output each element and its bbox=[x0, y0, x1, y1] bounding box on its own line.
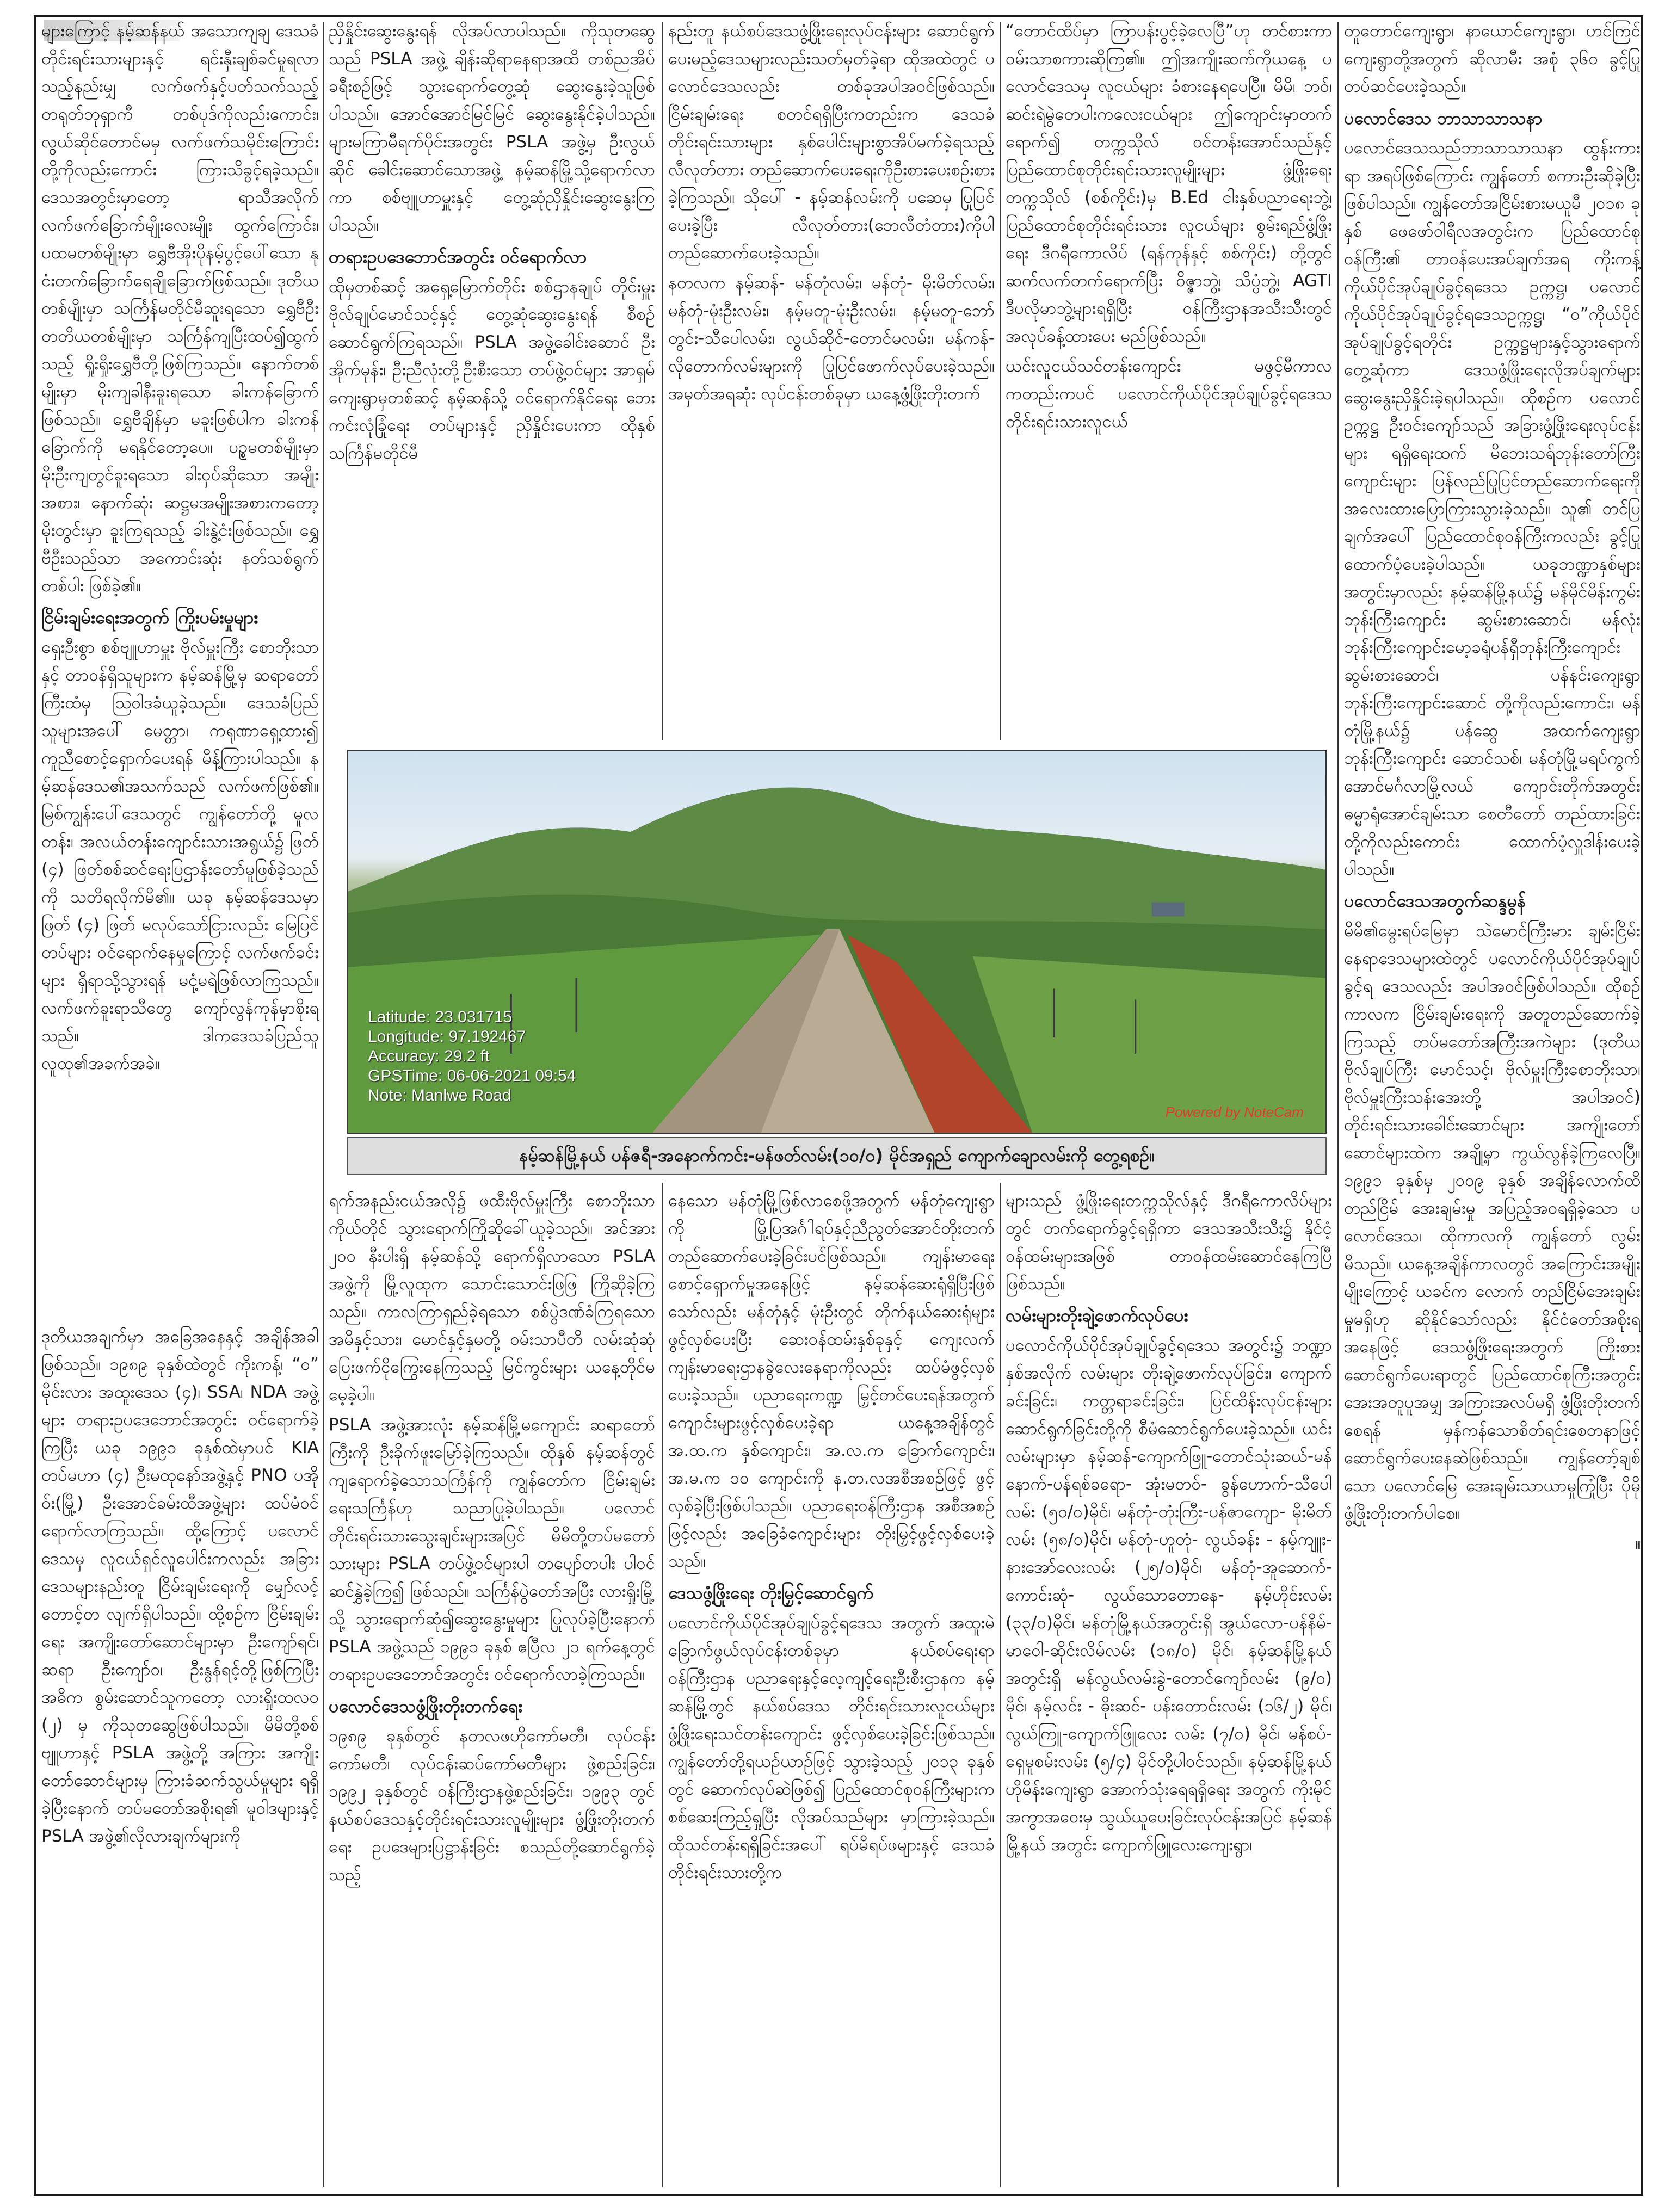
gps-note: Note: Manlwe Road bbox=[368, 1086, 511, 1104]
app-watermark: Powered by NoteCam bbox=[1165, 1104, 1304, 1120]
section-heading: တရားဥပဒေဘောင်အတွင်း ဝင်ရောက်လာ bbox=[329, 246, 587, 267]
paragraph: ရက်အနည်းငယ်အလို၌ ဖထီးဗိုလ်မှူးကြီး စောဘိုးသာကိုယ်တိုင် သွားရောက်ကြိုဆိုခေါ်ယူခဲ့သည်။ အင်အား ၂၀၀ နီးပါးရှိ နမ့်ဆန်သို့ ရောက်ရှိလာသော PSLA အဖွဲ့ကို မြို့လူထုက သောင်းသောင်းဖြဖြ ကြိုဆိုခဲ့ကြသည်။ ကာလကြာရှည်ခဲ့ရသော စစ်ပွဲဒဏ်ခံကြရသော အမိနှင့်သား၊ မောင်နှင့်နှမတို့ ဝမ်းသာပီတိ လမ်းဆုံဆုံ ပြေးဖက်ငိုကြွေးနေကြသည့် မြင်ကွင်းများ ယနေ့တိုင်မမေ့ခဲ့ပါ။ bbox=[329, 1191, 655, 1405]
column-3-lower bbox=[668, 1187, 995, 2191]
column-1-lower bbox=[41, 1323, 319, 2191]
paragraph: များသည် ဖွံ့ဖြိုးရေးတက္ကသိုလ်နှင့် ဒီဂရီကောလိပ်များတွင် တက်ရောက်ခွင့်ရရှိကာ ဒေသအသီးသီး၌ နိုင်ငံ့ဝန်ထမ်းများအဖြစ် တာဝန်ထမ်းဆောင်နေကြပြီဖြစ်သည်။ bbox=[1006, 1191, 1332, 1294]
paragraph: “တောင်ထိပ်မှာ ကြာပန်းပွင့်ခဲ့လေပြီ”ဟု တင်စားကာ ဝမ်းသာစကားဆိုကြ၏။ ဤအကျိုးဆက်ကိုယနေ့ ပလောင်ဒေသမှ လူငယ်များ ခံစားနေရပေပြီ။ မိမိ၊ ဘဝ်၊ ဆင်းရဲမွဲတေပါးကလေးငယ်များ ဤကျောင်းမှာတက်ရောက်၍ တက္ကသိုလ် ဝင်တန်းအောင်သည်နှင့် ပြည်ထောင်စုတိုင်းရင်းသားလူမျိုးများ ဖွံ့ဖြိုးရေး တက္ကသိုလ် (စစ်ကိုင်း)မှ B.Ed ငါးနှစ်ပညာရေးဘွဲ့၊ ပြည်ထောင်စုတိုင်းရင်းသား လူငယ်များ စွမ်းရည်ဖွံ့ဖြိုးရေး ဒီဂရီကောလိပ် (ရန်ကုန်နှင့် စစ်ကိုင်း) တို့တွင် ဆက်လက်တက်ရောက်ပြီး ဝိဇ္ဇာဘွဲ့၊ သိပ္ပံဘွဲ့၊ AGTI ဒီပလိုမာဘွဲ့များရရှိပြီး ဝန်ကြီးဌာနအသီးသီးတွင် အလုပ်ခန့်ထားပေး မည်ဖြစ်သည်။ bbox=[1006, 21, 1332, 346]
paragraph: ယင်းလူငယ်သင်တန်းကျောင်း မဖွင့်မီကာလကတည်းကပင် ပလောင်ကိုယ်ပိုင်အုပ်ချုပ်ခွင့်ရဒေသ တိုင်းရင်းသားလူငယ် bbox=[1006, 356, 1332, 431]
column-4-lower bbox=[1006, 1187, 1332, 2191]
gps-longitude: Longitude: 97.192467 bbox=[368, 1028, 526, 1046]
paragraph: ပလောင်ဒေသသည်ဘာသာသာသနာ ထွန်းကားရာ အရပ်ဖြစ်ကြောင်း ကျွန်တော် စကားဦးဆိုခဲ့ပြီးဖြစ်ပါသည်။ ကျွန်တော်အငြိမ်းစားမယူမီ ၂၀၁၈ ခုနှစ် ဖေဖော်ဝါရီလအတွင်းက ပြည်ထောင်စုဝန်ကြီး၏ တာဝန်ပေးအပ်ချက်အရ ကိုးကန့် ကိုယ်ပိုင်အုပ်ချုပ်ခွင့်ရဒေသ ဥက္ကဋ္ဌ၊ ပလောင်ကိုယ်ပိုင်အုပ်ချုပ်ခွင့်ရဒေသဥက္ကဋ္ဌ၊ “၀”ကိုယ်ပိုင်အုပ်ချုပ်ခွင့်ရတိုင်း ဥက္ကဋ္ဌများနှင့်သွားရောက်တွေ့ဆုံကာ ဒေသဖွံ့ဖြိုးရေးလိုအပ်ချက်များ ဆွေးနွေးညှိနှိုင်းခဲ့ရပါသည်။ ထိုစဉ်က ပလောင်ဥက္ကဋ္ဌ ဦးဝင်းကျော်သည် အခြားဖွံ့ဖြိုးရေးလုပ်ငန်းများ ရရှိရေးထက် မိဘေးသရ်ဘုန်းတော်ကြီး ကျောင်းများ ပြန်လည်ပြုပြင်တည်ဆောက်ရေးကို အလေးထားပြောကြားသွားခဲ့သည်။ သူ၏ တင်ပြချက်အပေါ် ပြည်ထောင်စုဝန်ကြီးကလည်း ခွင့်ပြု ထောက်ပံ့ပေးခဲ့ပါသည်။ ယခုဘဏ္ဍာနှစ်များအတွင်းမှာလည်း နမ့်ဆန်မြို့နယ်၌ မန်မိုင်မိန်းကွမ်း ဘုန်းကြီးကျောင်း ဆွမ်းစားဆောင်၊ မန်လုံးဘုန်းကြီးကျောင်းမော့ခရုံပန်ရှီဘုန်းကြီးကျောင်း ဆွမ်းစားဆောင်၊ ပန်နင်းကျေးရွာ ဘုန်းကြီးကျောင်းဆောင် တို့ကိုလည်းကောင်း၊ မန်တုံမြို့နယ်၌ ပန်ဆွေ အထက်ကျေးရွာ ဘုန်းကြီးကျောင်း ဆောင်သစ်၊ မန်တုံမြို့မရပ်ကွက် အောင်မင်္ဂလာမြို့လယ် ကျောင်းတိုက်အတွင်း ဓမ္မာရုံအောင်ချမ်းသာ စေတီတော် တည်ထားခြင်းတို့ကိုလည်းကောင်း ထောက်ပံ့လှူဒါန်းပေးခဲ့ပါသည်။ bbox=[1344, 138, 1641, 879]
column-rule bbox=[662, 1183, 663, 2187]
gps-accuracy: Accuracy: 29.2 ft bbox=[368, 1047, 490, 1065]
gps-latitude: Latitude: 23.031715 bbox=[368, 1008, 513, 1026]
column-1-upper bbox=[41, 17, 319, 1323]
paragraph: ပလောင်ကိုယ်ပိုင်အုပ်ချုပ်ခွင့်ရဒေသ အတွင်း၌ ဘဏ္ဍာနှစ်အလိုက် လမ်းများ တိုးချဲ့ဖောက်လုပ်ခြင်း၊ ကျောက်ခင်းခြင်း၊ ကတ္တရာခင်းခြင်း၊ ပြင်ထိန်းလုပ်ငန်းများ ဆောင်ရွက်ခြင်းတို့ကို စီမံဆောင်ရွက်ပေးခဲ့သည်။ ယင်းလမ်းများမှာ နမ့်ဆန်-ကျောက်ဖြူ-တောင်သုံးဆယ်-မန်နောက်-ပန်ရစ်ခရော- အုံးမတဝ်- ခွန်ဟောက်-သီပေါလမ်း (၅၀/၀)မိုင်၊ မန်တုံ-တုံးကြီး-ပန်ဇာကျော- မိုးမိတ်လမ်း (၅၈/၀)မိုင်၊ မန်တုံ-ဟူတုံ- လွယ်ခန်း - နမ့်ကျူး-နားအော်လေးလမ်း (၂၅/၀)မိုင်၊ မန်တုံ-အူဆောက်- ကောင်းဆုံ- လွယ်သောတောနေ- နမ့်ဟိုင်းလမ်း (၃၃/၀)မိုင်၊ မန်တုံမြို့နယ်အတွင်းရှိ အွယ်လော-ပန်နိမ်-မာဝေါ-ဆိုင်းလိမ်လမ်း (၁၈/၀) မိုင်၊ နမ့်ဆန်မြို့နယ်အတွင်းရှိ မန်လွယ်လမ်းခွဲ-တောင်ကျော်လမ်း (၉/၀) မိုင်၊ နမ့်လင်း - ဓိုးဆင်- ပန်းတောင်းလမ်း (၁၆/၂) မိုင်၊ လွယ်ကြူ-ကျောက်ဖြူလေး လမ်း (၇/၀) မိုင်၊ မန်စပ်-ရှေမူစမ်းလမ်း (၅/၄) မိုင်တို့ပါဝင်သည်။ နမ့်ဆန်မြို့နယ် ဟိုမိန်းကျေးရွာ အောက်သုံးရေရရှိရေး အတွက် ကိုးမိုင်အကွာအဝေးမှ သွယ်ယူပေးခြင်းလုပ်ငန်းအပြင် နမ့်ဆန်မြို့နယ် အတွင်း ကျောက်ဖြူလေးကျေးရွာ၊ bbox=[1006, 1336, 1332, 1855]
column-rule bbox=[1000, 22, 1001, 740]
column-rule bbox=[662, 22, 663, 740]
paragraph: ပလောင်ကိုယ်ပိုင်အုပ်ချုပ်ခွင့်ရဒေသ အတွက် အထူးမဲခြောက်ဖွယ်လုပ်ငန်းတစ်ခုမှာ နယ်စပ်ရေးရာဝန်ကြီးဌာန ပညာရေးနှင့်လေ့ကျင့်ရေးဦးစီးဌာနက နမ့်ဆန်မြို့တွင် နယ်စပ်ဒေသ တိုင်းရင်းသားလူငယ်များ ဖွံ့ဖြိုးရေးသင်တန်းကျောင်း ဖွင့်လှစ်ပေးခဲ့ခြင်းဖြစ်သည်။ ကျွန်တော်တို့ရယဉ်ယာဉ်ဖြင့် သွားခဲ့သည့် ၂၀၁၃ ခုနှစ်တွင် ဆောက်လုပ်ဆဲဖြစ်၍ ပြည်ထောင်စုဝန်ကြီးများက စစ်ဆေးကြည့်ရှုပြီး လိုအပ်သည်များ မှာကြားခဲ့သည်။ ထိုသင်တန်းရရှိခြင်းအပေါ် ရပ်မိရပ်ဖများနှင့် ဒေသခံတိုင်းရင်းသားတို့က bbox=[668, 1613, 995, 1882]
photo-caption: နမ့်ဆန်မြို့နယ် ပန်ဇရီ-အနောက်ကင်း-မန်ဖတ်လမ်း(၁၀/၀) မိုင်အရှည် ကျောက်ချောလမ်းကို တွေ့ရစဉ်။ bbox=[347, 1137, 1327, 1175]
paragraph: PSLA အဖွဲ့အားလုံး နမ့်ဆန်မြို့မကျောင်း ဆရာတော်ကြီးကို ဦးခိုက်ဖူးမြော်ခဲ့ကြသည်။ ထိုနှစ် နမ့်ဆန်တွင် ကျရောက်ခဲ့သောသင်္ကြန်ကို ကျွန်တော်က ငြိမ်းချမ်းရေးသင်္ကြန်ဟု သညာပြုခဲ့ပါသည်။ ပလောင်တိုင်းရင်းသားသွေးချင်းများအပြင် မိမိတို့တပ်မတော်သားများ PSLA တပ်ဖွဲ့ဝင်များပါ တပျော်တပါး ပါဝင်ဆင်နွှဲခဲ့ကြ၍ ဖြစ်သည်။ သင်္ကြန်ပွဲတော်အပြီး လားရှိုးမြို့သို့ သွားရောက်ဆုံ၍ဆွေးနွေးမှုများ ပြုလုပ်ခဲ့ပြီးနောက် PSLA အဖွဲ့သည် ၁၉၉၁ ခုနှစ် ဧပြီလ ၂၁ ရက်နေ့တွင် တရားဥပဒေဘောင်အတွင်း ဝင်ရောက်လာခဲ့ကြသည်။ bbox=[329, 1415, 655, 1684]
column-rule bbox=[323, 22, 324, 2187]
paragraph: ရှေးဦးစွာ စစ်ဗျူဟာမှူး ဗိုလ်မှူးကြီး စောဘိုးသာနှင့် တာဝန်ရှိသူများက နမ့်ဆန်မြို့မှ ဆရာတော်ကြီးထံမှ ဩဝါဒခံယူခဲ့သည်။ ဒေသခံပြည်သူများအပေါ် မေတ္တာ၊ ကရုဏာရှေ့ထား၍ ကူညီစောင့်ရှောက်ပေးရန် မိန့်ကြားပါသည်။ နမ့်ဆန်ဒေသ၏အသက်သည် လက်ဖက်ဖြစ်၏။ မြစ်ကျွန်းပေါ်ဒေသတွင် ကျွန်တော်တို့ မူလတန်း၊ အလယ်တန်းကျောင်းသားအရွယ်၌ ဖြတ် (၄) ဖြတ်စစ်ဆင်ရေးပြဌာန်းတော်မူဖြစ်ခဲ့သည်ကို သတိရလိုက်မိ၏။ ယခု နမ့်ဆန်ဒေသမှာ ဖြတ် (၄) ဖြတ် မလုပ်သော်ငြားလည်း မြေပြင်တပ်များ ဝင်ရောက်နေမှုကြောင့် လက်ဖက်ခင်းများ ရှိရာသို့သွားရန် မငုံ့မရဲဖြစ်လာကြသည်။ လက်ဖက်ခူးရာသီတွေ ကျော်လွန်ကုန်မှာစိုးရသည်။ ဒါကဒေသခံပြည်သူ လူထု၏အခက်အခဲ။ bbox=[41, 638, 319, 1073]
section-heading: ဒေသဖွံ့ဖြိုးရေး တိုးမြှင့်ဆောင်ရွက် bbox=[668, 1583, 874, 1603]
section-heading: ပလောင်ဒေသ ဘာသာသာသနာ bbox=[1344, 108, 1543, 128]
paragraph: နေသော မန်တုံမြို့ဖြစ်လာစေဖို့အတွက် မန်တုံကျေးရွာကို မြို့ပြအင်္ဂါရပ်နှင့်ညီညွတ်အောင်တိုးတက်တည်ဆောက်ပေးခဲ့ခြင်းပင်ဖြစ်သည်။ ကျန်းမာရေးစောင့်ရှောက်မှုအနေဖြင့် နမ့်ဆန်ဆေးရုံရှိပြီးဖြစ်သော်လည်း မန်တုံနှင့် မုံးဦးတွင် တိုက်နယ်ဆေးရုံများ ဖွင့်လှစ်ပေးပြီး ဆေးဝန်ထမ်းနှစ်ခုနှင့် ကျေးလက်ကျန်းမာရေးဌာနခွဲလေးနေရာကိုလည်း ထပ်မံဖွင့်လှစ်ပေးခဲ့သည်။ ပညာရေးကဏ္ဍ မြှင့်တင်ပေးရန်အတွက် ကျောင်းများဖွင့်လှစ်ပေးခဲ့ရာ ယနေ့အချိန်တွင် အ.ထ.က နှစ်ကျောင်း၊ အ.လ.က ခြောက်ကျောင်း၊ အ.မ.က ၁၀ ကျောင်းကို န.တ.လအစီအစဉ်ဖြင့် ဖွင့်လှစ်ခဲ့ပြီးဖြစ်ပါသည်။ ပညာရေးဝန်ကြီးဌာန အစီအစဉ်ဖြင့်လည်း အခြေခံကျောင်းများ တိုးမြှင့်ဖွင့်လှစ်ပေးခဲ့သည်။ bbox=[668, 1191, 995, 1571]
paragraph: များကြောင့် နမ့်ဆန်နယ် အသောကျချ ဒေသခံတိုင်းရင်းသားများနှင့် ရင်းနှီးချစ်ခင်မှုရလာသည့်နည်းမျှ လက်ဖက်နှင့်ပတ်သက်သည့် တရုတ်ဘုရှာကီ တစ်ပုဒ်ကိုလည်းကောင်း၊ လွယ်ဆိုင်တောင်မမှ လက်ဖက်သမိုင်းကြောင်းတို့ကိုလည်းကောင်း ကြားသိခွင့်ရခဲ့သည်။ ဒေသအတွင်းမှာတော့ ရာသီအလိုက် လက်ဖက်ခြောက်မျိုးလေးမျိုး ထွက်ကြောင်း၊ ပထမတစ်မျိုးမှာ ရွှေဗီအိုးပိုနမ့်ပွင့်ပေါ်သော နုငံးတက်ခြောက်ရေချိုခြောက်ဖြစ်သည်။ ဒုတိယတစ်မျိုးမှာ သင်္ကြန်မတိုင်မီဆူးရသော ရွှေဗီဦးတတိယတစ်မျိုးမှာ သင်္ကြန်ကျပြီးထပ်၍ထွက်သည့် ရှိုးရှိုးရွှေဗီတို့ဖြစ်ကြသည်။ နောက်တစ်မျိုးမှာ မိုးကျခါနီးခူးရသော ခါးကန်ခြောက်ဖြစ်သည်။ ရွှေဗီချိန်မှာ မခူးဖြစ်ပါက ခါးကန်ခြောက်ကို မရနိုင်တော့ပေ။ ပဉ္စမတစ်မျိုးမှာ မိုးဦးကျတွင်ခူးရသော ခါးဝှပ်ဆိုသော အမျိုးအစား၊ နောက်ဆုံး ဆဋ္ဌမအမျိုးအစားကတော့ မိုးတွင်းမှာ ခူးကြရသည့် ခါးနွဲ့ငံးဖြစ်သည်။ ရွှေဗီဦးသည်သာ အကောင်းဆုံး နတ်သစ်ရွက်တစ်ပါး ဖြစ်ခဲ့၏။ bbox=[41, 21, 319, 596]
end-mark: ။ bbox=[1635, 1534, 1641, 1553]
road-photo bbox=[347, 750, 1327, 1134]
paragraph: ၁၉၈၉ ခုနှစ်တွင် နတလဖဟိုကော်မတီ၊ လုပ်ငန်းကော်မတီ၊ လုပ်ငန်းဆပ်ကော်မတီများ ဖွဲ့စည်းခြင်း၊ ၁၉၉၂ ခုနှစ်တွင် ဝန်ကြီးဌာနဖွဲ့စည်းခြင်း၊ ၁၉၉၃ တွင် နယ်စပ်ဒေသနှင့်တိုင်းရင်းသားလူမျိုးများ ဖွံ့ဖြိုးတိုးတက်ရေး ဥပဒေများပြဋ္ဌာန်းခြင်း စသည်တို့ဆောင်ရွက်ခဲ့သည့် bbox=[329, 1726, 655, 1884]
section-heading: ပလောင်ဒေသဖွံ့ဖြိုးတိုးတက်ရေး bbox=[329, 1696, 522, 1716]
column-2-lower bbox=[329, 1187, 655, 2191]
paragraph: တူတောင်ကျေးရွာ၊ နာယောင်ကျေးရွာ၊ ဟင်ကြင်ကျေးရွာတို့အတွက် ဆိုလာမီး အစုံ ၃၆၀ ခွင့်ပြုတပ်ဆင်ပေးခဲ့သည်။ bbox=[1344, 21, 1641, 96]
section-heading: လမ်းများတိုးချဲ့ဖောက်လုပ်ပေး bbox=[1006, 1305, 1188, 1326]
column-4-upper bbox=[1006, 17, 1332, 638]
section-heading: ငြိမ်းချမ်းရေးအတွက် ကြိုးပမ်းမှုများ bbox=[41, 607, 258, 628]
gps-overlay bbox=[368, 1008, 576, 1105]
section-heading: ပလောင်ဒေသအတွက်ဆန္ဒမွန် bbox=[1344, 891, 1526, 911]
paragraph: နည်းတူ နယ်စပ်ဒေသဖွံ့ဖြိုးရေးလုပ်ငန်းများ ဆောင်ရွက်ပေးမည့်ဒေသများလည်းသတ်မှတ်ခဲ့ရာ ထိုအထဲတွင် ပလောင်ဒေသလည်း တစ်ခုအပါအဝင်ဖြစ်သည်။ ငြိမ်းချမ်းရေး စတင်ရရှိပြီးကတည်းက ဒေသခံတိုင်းရင်းသားများ နှစ်ပေါင်းများစွာအိပ်မက်ခဲ့ရသည့် လီလုတ်တား တည်ဆောက်ပေးရေးကိုဦးစားပေးစဉ်းစားခဲ့ကြသည်။ သိုပေါ် - နမ့်ဆန်လမ်းကို ပဆေမှ ပြုပြင်ပေးခဲ့ပြီး လီလုတ်တား(ဘေလီတံတား)ကိုပါ တည်ဆောက်ပေးခဲ့သည်။ bbox=[668, 21, 995, 263]
gps-time: GPSTime: 06-06-2021 09:54 bbox=[368, 1067, 576, 1085]
column-rule bbox=[1337, 22, 1339, 2187]
column-rule bbox=[1000, 1183, 1001, 2187]
column-5 bbox=[1344, 17, 1641, 2194]
paragraph: ဒုတိယအချက်မှာ အခြေအနေနှင့် အချိန်အခါဖြစ်သည်။ ၁၉၈၉ ခုနှစ်ထဲတွင် ကိုးကန့်၊ “၀” မိုင်းလား အထူးဒေသ (၄)၊ SSA၊ NDA အဖွဲ့များ တရားဥပဒေဘောင်အတွင်း ဝင်ရောက်ခဲ့ကြပြီး ယခု ၁၉၉၁ ခုနှစ်ထဲမှာပင် KIA တပ်မဟာ (၄) ဦးမထုနော်အဖွဲ့နှင့် PNO ပအိုဝ်း(မြို့) ဦးအောင်ခမ်းထီအဖွဲ့များ ထပ်မံဝင်ရောက်လာကြသည်။ ထို့ကြောင့် ပလောင်ဒေသမှ လူငယ်ရှင်လူပေါင်းကလည်း အခြားဒေသများနည်းတူ ငြိမ်းချမ်းရေးကို မျှော်လင့်တောင့်တ လျက်ရှိပါသည်။ ထို့စဉ်က ငြိမ်းချမ်းရေး အကျိုးတော်ဆောင်များမှာ ဦးကျော်ရင်၊ ဆရာ ဦးကျော်ဝ၊ ဦးနွန်ရင့်တို့ဖြစ်ကြပြီး အဓိက စွမ်းဆောင်သူကတော့ လားရှိုးထလဝ (၂) မှ ကိုသုတဆွေဖြစ်ပါသည်။ မိမိတို့စစ်ဗျူဟာနှင့် PSLA အဖွဲ့တို့ အကြား အကျိုးတော်ဆောင်များမှ ကြားခံဆက်သွယ်မှုများ ရရှိခဲ့ပြီးနောက် တပ်မတော်အစိုးရ၏ မူဝါဒများနှင့် PSLA အဖွဲ့၏လိုလားချက်များကို bbox=[41, 1327, 319, 1846]
paragraph: ထိုမှတစ်ဆင့် အရှေ့မြောက်တိုင်း စစ်ဌာနချုပ် တိုင်းမှူးဗိုလ်ချုပ်မောင်သင့်နှင့် တွေ့ဆုံဆွေးနွေးရန် စီစဉ်ဆောင်ရွက်ကြရသည်။ PSLA အဖွဲ့ခေါင်းဆောင် ဦးအိုက်မုန်း၊ ဦးညီလုံးတို့ဦးစီးသော တပ်ဖွဲ့ဝင်များ အာရှမ်ကျေးရွာမှတစ်ဆင့် နမ့်ဆန်သို့ ဝင်ရောက်နိုင်ရေး ဘေးကင်းလုံခြုံရေး တပ်များနှင့် ညှိနှိုင်းပေးကာ ထိုနှစ်သင်္ကြန်မတိုင်မီ bbox=[329, 277, 655, 463]
column-2-upper bbox=[329, 17, 655, 638]
paragraph: မိမိ၏မွေးရပ်မြေမှာ သဲမောင်ကြီးမား ချမ်းငြိမ်း နေရာဒေသများထဲတွင် ပလောင်ကိုယ်ပိုင်အုပ်ချုပ်ခွင့်ရ ဒေသလည်း အပါအဝင်ဖြစ်ပါသည်။ ထိုစဉ်ကာလက ငြိမ်းချမ်းရေးကို အတူတည်ဆောက်ခဲ့ကြသည့် တပ်မတော်အကြီးအကဲများ (ဒုတိယဗိုလ်ချုပ်ကြီး မောင်သင့်၊ ဗိုလ်မှူးကြီးစောဘိုးသာ၊ ဗိုလ်မှူးကြီးသန်းအေးတို့ အပါအဝင်) တိုင်းရင်းသားခေါင်းဆောင်များ အကျိုးတော်ဆောင်များထဲက အချို့မှာ ကွယ်လွန်ခဲ့ကြလေပြီ။ ၁၉၉၁ ခုနှစ်မှ ၂၀၀၉ ခုနှစ် အချိန်လောက်ထိ တည်ငြိမ် အေးချမ်းမှု အပြည့်အဝရရှိခဲ့သော ပလောင်ဒေသ၊ ထိုကာလကို ကျွန်တော် လွမ်းမိသည်။ ယနေ့အချိန်ကာလတွင် အကြောင်းအမျိုးမျိုးကြောင့် ယခင်က လောက် တည်ငြိမ်အေးချမ်းမှုမရှိဟု ဆိုနိုင်သော်လည်း နိုင်ငံတော်အစိုးရ အနေဖြင့် ဒေသဖွံ့ဖြိုးရေးအတွက် ကြိုးစား ဆောင်ရွက်ပေးရာတွင် ပြည်ထောင်စုကြီးအတွင်း အေးအတူပူအမျှ အကြားအလပ်မရှိ ဖွံ့ဖြိုးတိုးတက်စေရန် မှန်ကန်သောစိတ်ရင်းစေတနာဖြင့် ဆောင်ရွက်ပေးနေဆဲဖြစ်သည်။ ကျွန်တော့်ချစ်သော ပလောင်မြေ အေးချမ်းသာယာမှုကြုံပြီး ပိုမိုဖွံ့ဖြိုးတိုးတက်ပါစေ။ bbox=[1344, 921, 1641, 1523]
column-3-upper bbox=[668, 17, 995, 638]
paragraph: ညှိနှိုင်းဆွေးနွေးရန် လိုအပ်လာပါသည်။ ကိုသုတဆွေသည် PSLA အဖွဲ့ ချိန်းဆိုရာနေရာအထိ တစ်ညအိပ်ခရီးစဉ်ဖြင့် သွားရောက်တွေ့ဆုံ ဆွေးနွေးခဲ့သူဖြစ်ပါသည်။ အောင်အောင်မြင်မြင် ဆွေးနွေးနိုင်ခဲ့ပါသည်။ များမကြာမီရက်ပိုင်းအတွင်း PSLA အဖွဲ့မှ ဦးလွယ်ဆိုင် ခေါင်းဆောင်သောအဖွဲ့ နမ့်ဆန်မြို့သို့ရောက်လာကာ စစ်ဗျူဟာမှူးနှင့် တွေ့ဆုံညှိနှိုင်းဆွေးနွေးကြပါသည်။ bbox=[329, 21, 655, 235]
paragraph: နတလက နမ့်ဆန်- မန်တုံလမ်း၊ မန်တုံ- မိုးမိတ်လမ်း၊ မန်တုံ-မုံးဦးလမ်း၊ နမ့်မတူ-မုံးဦးလမ်း၊ နမ့်မတူ-ဘော်တွင်း-သီပေါလမ်း၊ လွယ်ဆိုင်-တောင်မလမ်း၊ မန်ကန်-လိုတောက်လမ်းများကို ပြုပြင်ဖောက်လုပ်ပေးခဲ့သည်။ အမှတ်အရဆုံး လုပ်ငန်းတစ်ခုမှာ ယနေ့ဖွံ့ဖြိုးတိုးတက် bbox=[668, 273, 995, 404]
